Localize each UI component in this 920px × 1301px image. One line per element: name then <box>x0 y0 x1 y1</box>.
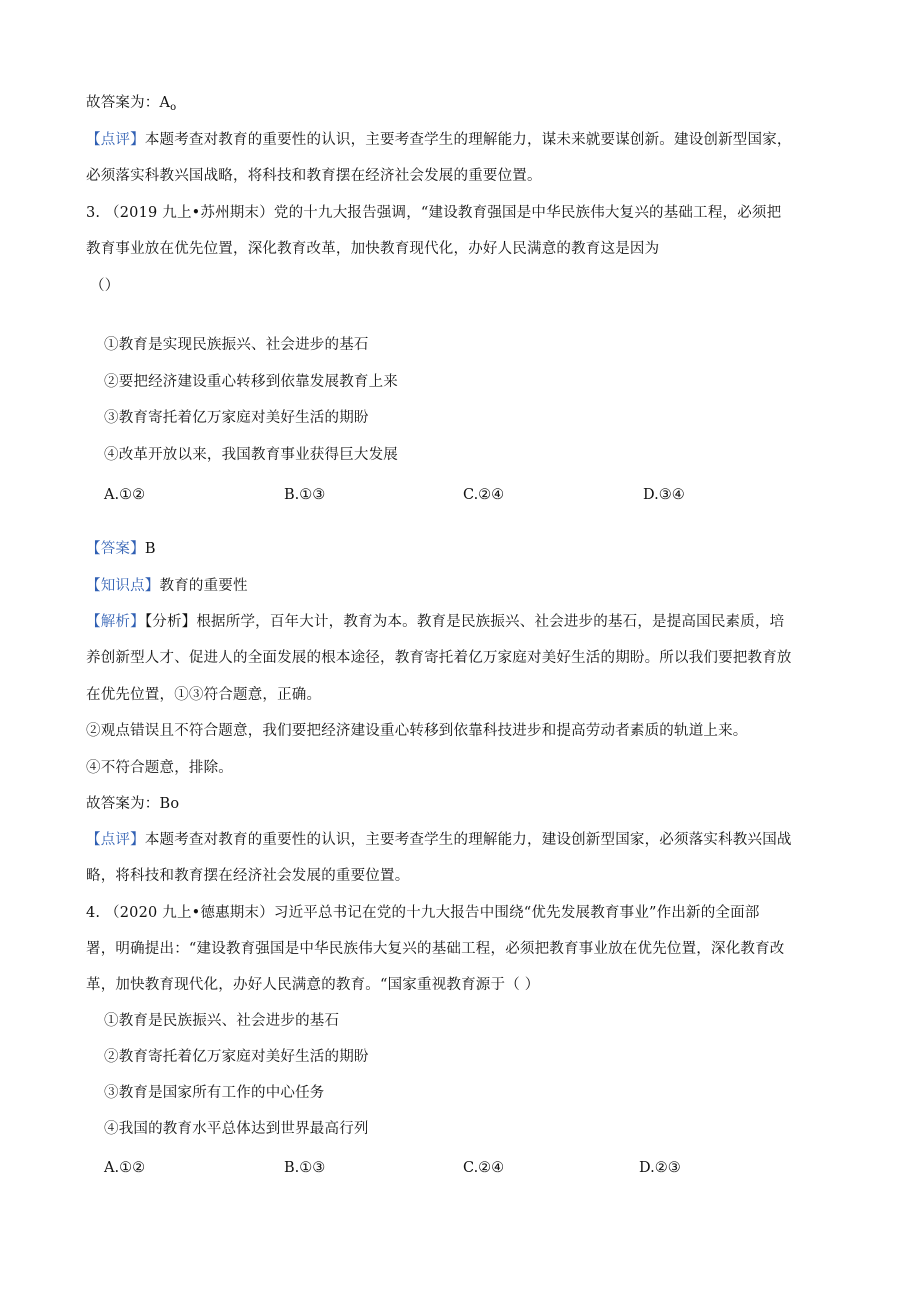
q2-final-answer <box>86 93 836 118</box>
q2-final-answer-text: 故答案为：A <box>86 95 171 111</box>
q4-stem-line-2: 署，明确提出：“建设教育强国是中华民族伟大复兴的基础工程，必须把教育事业放在优先位置，深化教育改 <box>86 941 785 957</box>
q4-option-a: A.①② <box>104 1160 146 1176</box>
q2-comment-text-1: 本题考查对教育的重要性的认识，主要考查学生的理解能力，谋未来就要谋创新。建设创新型国家， <box>144 132 792 148</box>
q3-analysis-line-5: ④不符合题意，排除。 <box>86 760 233 776</box>
q3-comment-text-1: 本题考查对教育的重要性的认识，主要考查学生的理解能力，建设创新型国家，必须落实科教兴国战 <box>144 832 792 848</box>
q3-answer <box>86 539 836 559</box>
q3-analysis-line-1 <box>86 612 836 632</box>
q3-stem-line-2: 教育事业放在优先位置，深化教育改革，加快教育现代化，办好人民满意的教育这是因为 <box>86 241 660 257</box>
q3-knowledge <box>86 576 836 596</box>
q4-stem-line-3: 革，加快教育现代化，办好人民满意的教育。“国家重视教育源于（ ） <box>86 977 540 993</box>
q4-item-2: ②教育寄托着亿万家庭对美好生活的期盼 <box>104 1049 369 1065</box>
q2-comment-line-2: 必须落实科教兴国战略，将科技和教育摆在经济社会发展的重要位置。 <box>86 168 542 184</box>
q4-item-1: ①教育是民族振兴、社会进步的基石 <box>104 1013 340 1029</box>
q3-analysis-line-4: ②观点错误且不符合题意，我们要把经济建设重心转移到依靠科技进步和提高劳动者素质的轨道上来。 <box>86 723 748 739</box>
q3-option-d: D.③④ <box>643 487 685 503</box>
q3-answer-tag: 【答案】 <box>86 541 145 557</box>
q3-stem-line-1: 3. （2019 九上•苏州期末）党的十九大报告强调，“建设教育强国是中华民族伟大复兴的基础工程，必须把 <box>86 205 782 221</box>
q3-final-answer: 故答案为：Bo <box>86 796 180 812</box>
q4-option-c: C.②④ <box>463 1160 505 1176</box>
q2-final-answer-suffix: o <box>170 102 177 113</box>
q4-option-b: B.①③ <box>284 1160 326 1176</box>
q4-item-3: ③教育是国家所有工作的中心任务 <box>104 1085 325 1101</box>
q3-option-c: C.②④ <box>463 487 505 503</box>
q3-option-b: B.①③ <box>284 487 326 503</box>
q3-answer-value: B <box>144 541 156 557</box>
q3-analysis-line-2: 养创新型人才、促进人的全面发展的根本途径，教育寄托着亿万家庭对美好生活的期盼。所以我们要把教育放 <box>86 650 792 666</box>
q3-analysis-text-1: 【分析】根据所学，百年大计，教育为本。教育是民族振兴、社会进步的基石，是提高国民素质，培 <box>144 614 785 630</box>
q3-knowledge-tag: 【知识点】 <box>86 578 160 594</box>
q4-item-4: ④我国的教育水平总体达到世界最高行列 <box>104 1121 369 1137</box>
q3-item-1: ①教育是实现民族振兴、社会进步的基石 <box>104 337 369 353</box>
q2-comment-tag: 【点评】 <box>86 132 145 148</box>
q3-comment-line-1 <box>86 830 836 850</box>
q3-analysis-tag: 【解析】 <box>86 614 145 630</box>
q4-option-d: D.②③ <box>639 1160 681 1176</box>
q3-knowledge-value: 教育的重要性 <box>159 578 248 594</box>
q3-analysis-line-3: 在优先位置，①③符合题意，正确。 <box>86 687 322 703</box>
q3-option-a: A.①② <box>104 487 146 503</box>
q3-item-3: ③教育寄托着亿万家庭对美好生活的期盼 <box>104 410 369 426</box>
q3-item-4: ④改革开放以来，我国教育事业获得巨大发展 <box>104 447 398 463</box>
q3-bracket: （） <box>90 278 120 294</box>
q3-comment-tag: 【点评】 <box>86 832 145 848</box>
q2-comment-line-1 <box>86 130 836 150</box>
q4-stem-line-1: 4. （2020 九上•德惠期末）习近平总书记在党的十九大报告中围绕“优先发展教育事业”作出新的全面部 <box>86 905 760 921</box>
q3-item-2: ②要把经济建设重心转移到依靠发展教育上来 <box>104 374 398 390</box>
q3-comment-line-2: 略，将科技和教育摆在经济社会发展的重要位置。 <box>86 868 410 884</box>
